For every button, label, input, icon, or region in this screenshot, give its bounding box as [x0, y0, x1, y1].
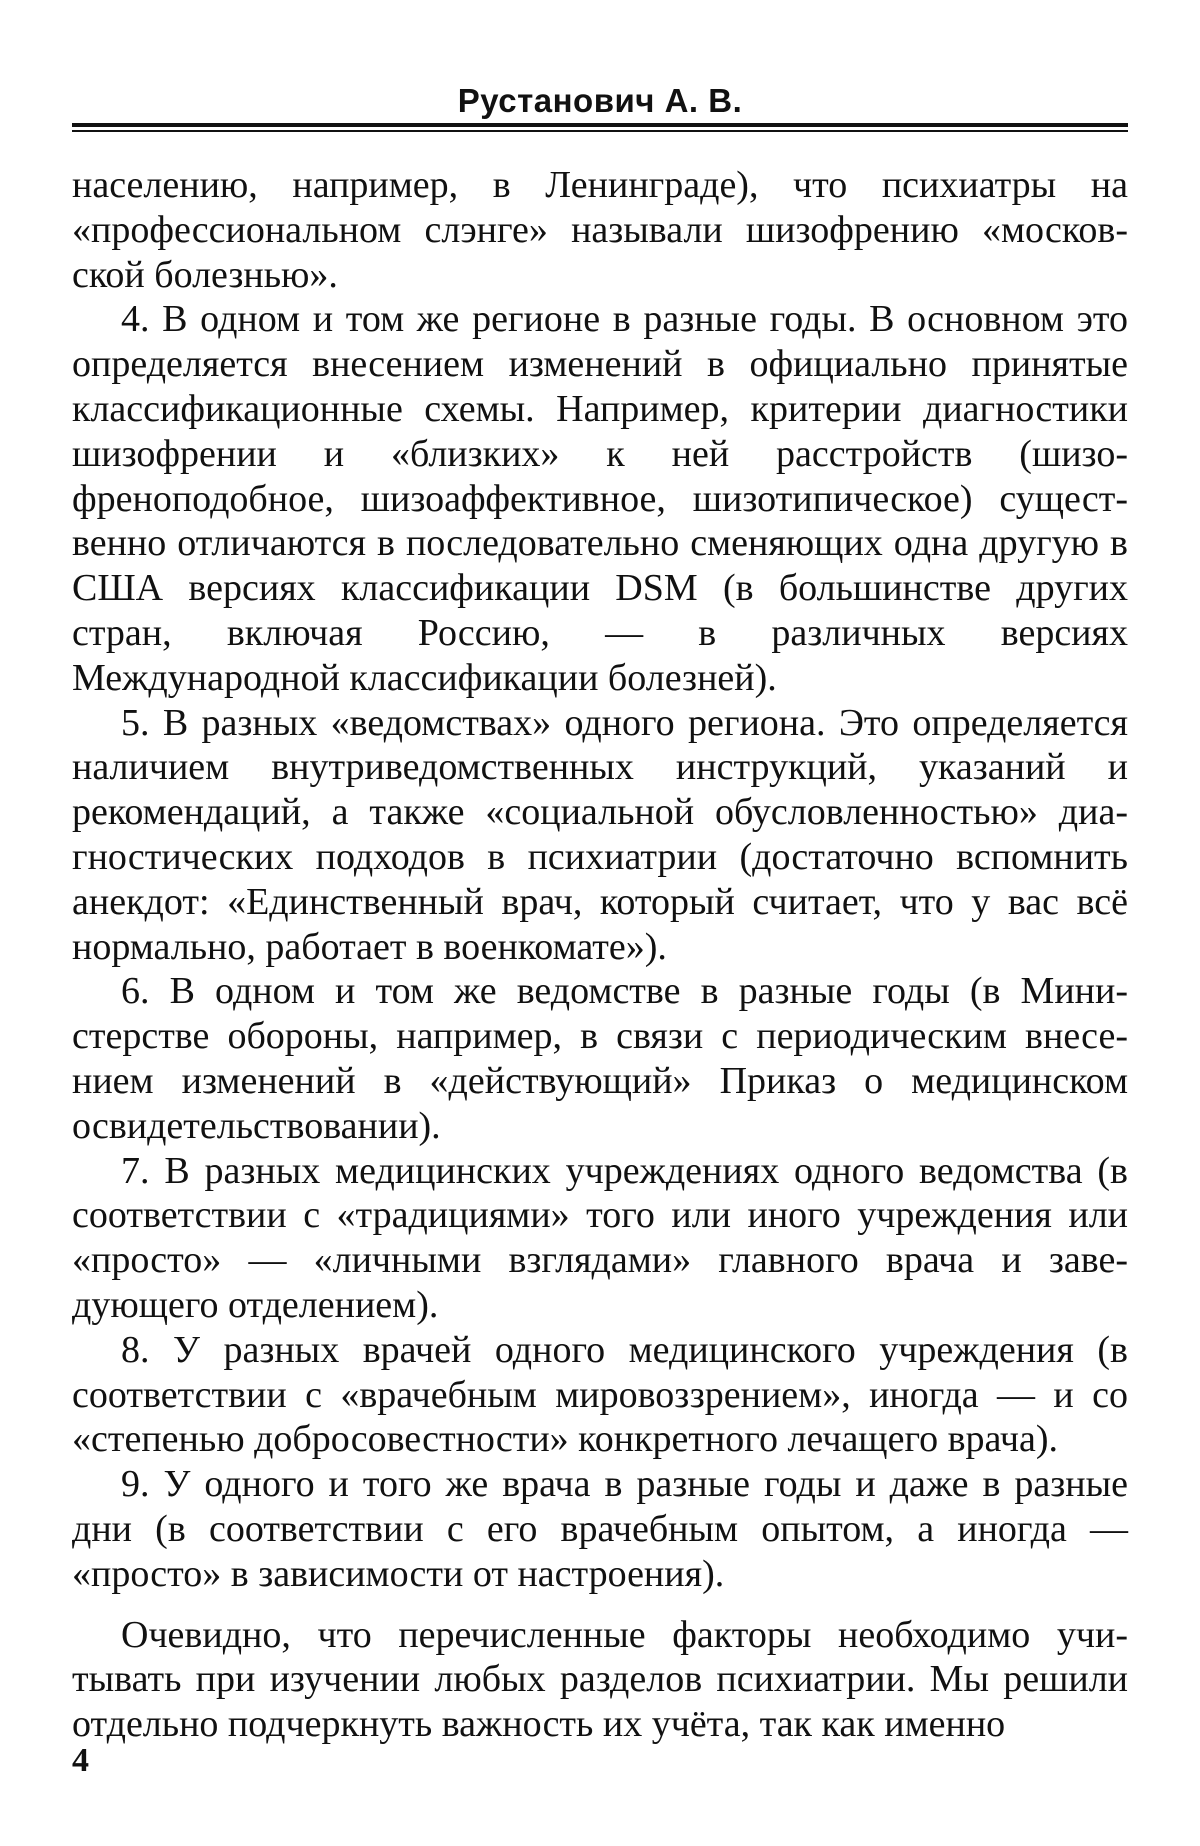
paragraph-item-4: 4. В одном и том же регионе в разные годы. В основном это определяется внесением изменений в официально принятые классификационные схемы. Например, критерии диагностики шизофрении и «близких» к ней расстройств (шизофреноподобное, шизоаффективное, шизотипическое) существенно отличаются в последовательно сменяющих одна другую в США версиях классификации DSM (в большинстве других стран, включая Россию, — в различных версиях Международной классификации болезней).: [72, 298, 1128, 699]
running-head: Рустанович А. В.: [457, 82, 743, 119]
paragraph-item-6: 6. В одном и том же ведомстве в разные годы (в Министерстве обороны, например, в связи с периодическим внесением изменений в «действующий» Приказ о медицинском освидетельствовании).: [72, 970, 1128, 1147]
paragraph-item-7: 7. В разных медицинских учреждениях одного ведомства (в соответствии с «традициями» того или иного учреждения или «просто» — «личными взглядами» главного врача и заведующего отделением).: [72, 1149, 1128, 1326]
paragraph-item-9: 9. У одного и того же врача в разные годы и даже в разные дни (в соответствии с его врачебным опытом, а иногда — «просто» в зависимости от настроения).: [72, 1463, 1128, 1595]
paragraph-item-8: 8. У разных врачей одного медицинского учреждения (в соответствии с «врачебным мировоззрением», иногда — и со «степенью добросовестности» конкретного лечащего врача).: [72, 1328, 1128, 1461]
page-number: 4: [72, 1742, 89, 1779]
paragraph-item-5: 5. В разных «ведомствах» одного региона. Это определяется наличием внутриведомственных инструкций, указаний и рекомендаций, а также «социальной обусловленностью» диагностических подходов в психиатрии (достаточно вспомнить анекдот: «Единственный врач, который считает, что у вас всё нормально, работает в военкомате»).: [72, 701, 1128, 968]
paragraph-continuation: населению, например, в Ленинграде), что психиатры на «профессиональном слэнге» называли шизофрению «московской болезнью».: [72, 164, 1128, 296]
header-rule-thin: [72, 130, 1128, 132]
paragraph-conclusion: Очевидно, что перечисленные факторы необходимо учитывать при изучении любых разделов психиатрии. Мы решили отдельно подчеркнуть важность их учёта, так как именно: [72, 1613, 1128, 1746]
header-rule-thick: [72, 123, 1128, 127]
body-text: [72, 163, 1128, 1747]
